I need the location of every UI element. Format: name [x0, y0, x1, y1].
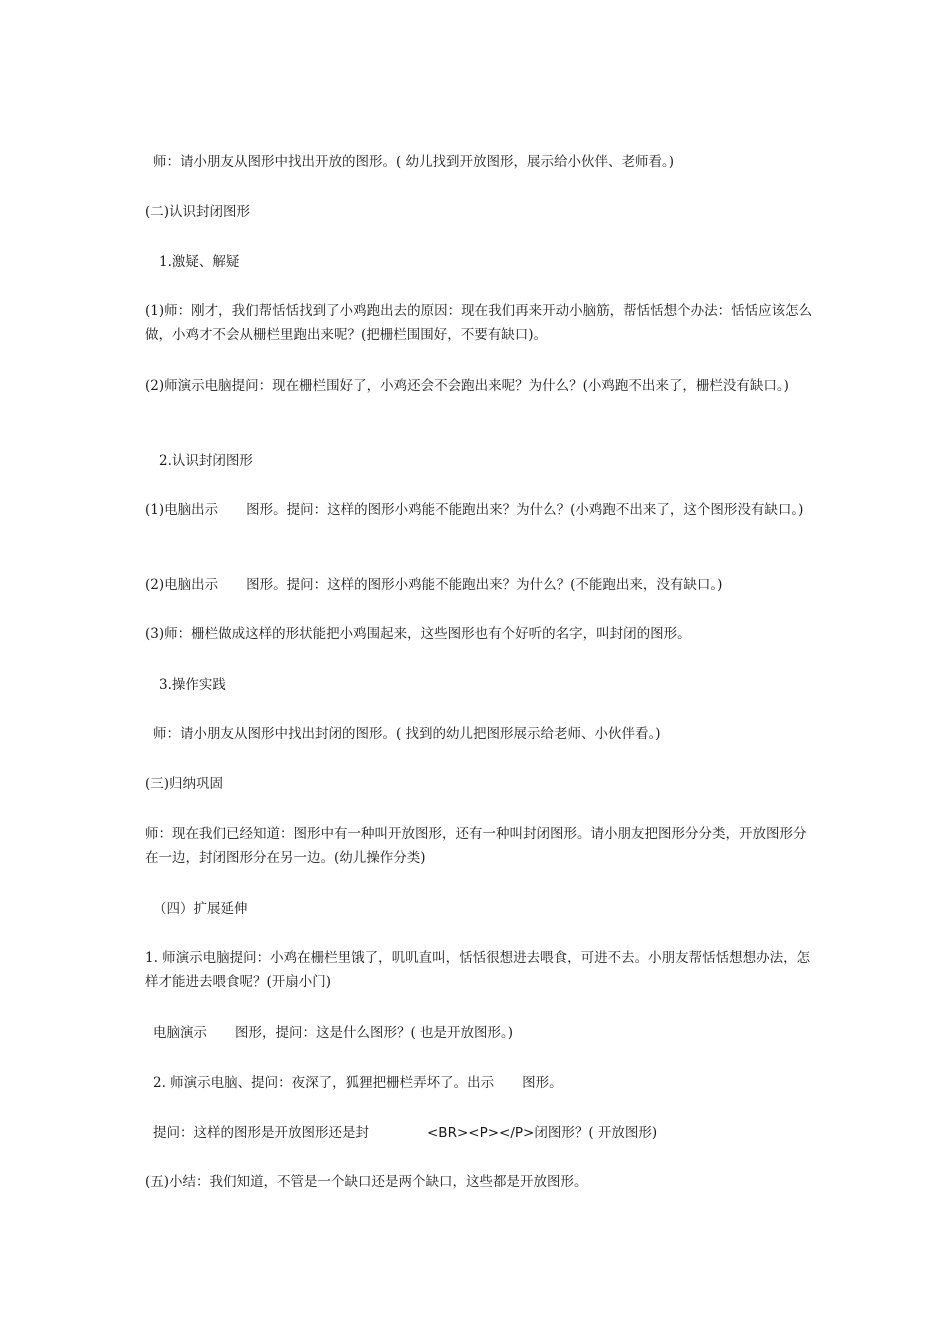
text-segment: 2. 师演示电脑、提问：夜深了，狐狸把栅栏弄坏了。出示	[153, 1075, 495, 1091]
paragraph-fox-broke-fence	[145, 1071, 815, 1095]
text-segment: (2)电脑出示	[145, 577, 219, 593]
paragraph-computer-show	[145, 1021, 815, 1045]
paragraph-fence-question: (1)师：刚才，我们帮恬恬找到了小鸡跑出去的原因：现在我们再来开动小脑筋，帮恬恬想个办法：恬恬应该怎么做，小鸡才不会从栅栏里跑出来呢？(把栅栏围围好，不要有缺口)。	[145, 303, 813, 343]
paragraph-feed-chickens: 1. 师演示电脑提问：小鸡在栅栏里饿了，叽叽直叫，恬恬很想进去喂食，可进不去。小朋友帮恬恬想想办法，怎样才能进去喂食呢？(开扇小门)	[145, 950, 811, 990]
paragraph-find-open-shapes: 师：请小朋友从图形中找出开放的图形。( 幼儿找到开放图形，展示给小伙伴、老师看。)	[153, 154, 675, 170]
subheading-question-answer: 1.激疑、解疑	[159, 254, 240, 270]
text-segment: (1)电脑出示	[145, 502, 219, 518]
text-segment: 图形，提问：这是什么图形？( 也是开放图形。)	[235, 1025, 514, 1041]
text-segment: 提问：这样的图形是开放图形还是封	[153, 1125, 369, 1141]
paragraph-classify-shapes: 师：现在我们已经知道：图形中有一种叫开放图形，还有一种叫封闭图形。请小朋友把图形分分类，开放图形分在一边，封闭图形分在另一边。(幼儿操作分类)	[145, 826, 807, 866]
text-segment: 闭图形？( 开放图形)	[534, 1125, 658, 1141]
subheading-practice: 3.操作实践	[159, 677, 226, 693]
text-segment: 图形。提问：这样的图形小鸡能不能跑出来？为什么？(小鸡跑不出来了，这个图形没有缺口。)	[246, 502, 804, 518]
paragraph-show-shape-1	[145, 498, 815, 522]
paragraph-show-shape-2	[145, 573, 815, 597]
text-segment: 电脑演示	[153, 1025, 207, 1041]
raw-html-markup-text: <BR><P></P>	[427, 1125, 535, 1141]
paragraph-computer-demo: (2)师演示电脑提问：现在栅栏围好了，小鸡还会不会跑出来呢？为什么？(小鸡跑不出来了，栅栏没有缺口。)	[145, 378, 789, 394]
paragraph-open-or-closed	[145, 1121, 815, 1145]
text-segment: 图形。提问：这样的图形小鸡能不能跑出来？为什么？(不能跑出来，没有缺口。)	[246, 577, 723, 593]
paragraph-conclusion: (五)小结：我们知道，不管是一个缺口还是两个缺口，这些都是开放图形。	[145, 1174, 588, 1190]
subheading-recognize-closed: 2.认识封闭图形	[159, 453, 253, 469]
paragraph-find-closed-shapes: 师：请小朋友从图形中找出封闭的图形。( 找到的幼儿把图形展示给老师、小伙伴看。)	[153, 726, 661, 742]
text-segment: 图形。	[522, 1075, 563, 1091]
section-heading-closed-shapes: (二)认识封闭图形	[145, 204, 251, 220]
section-heading-extension: （四）扩展延伸	[153, 901, 248, 917]
section-heading-summary: (三)归纳巩固	[145, 776, 224, 792]
paragraph-closed-shape-name: (3)师：栅栏做成这样的形状能把小鸡围起来，这些图形也有个好听的名字，叫封闭的图形。	[145, 626, 691, 642]
